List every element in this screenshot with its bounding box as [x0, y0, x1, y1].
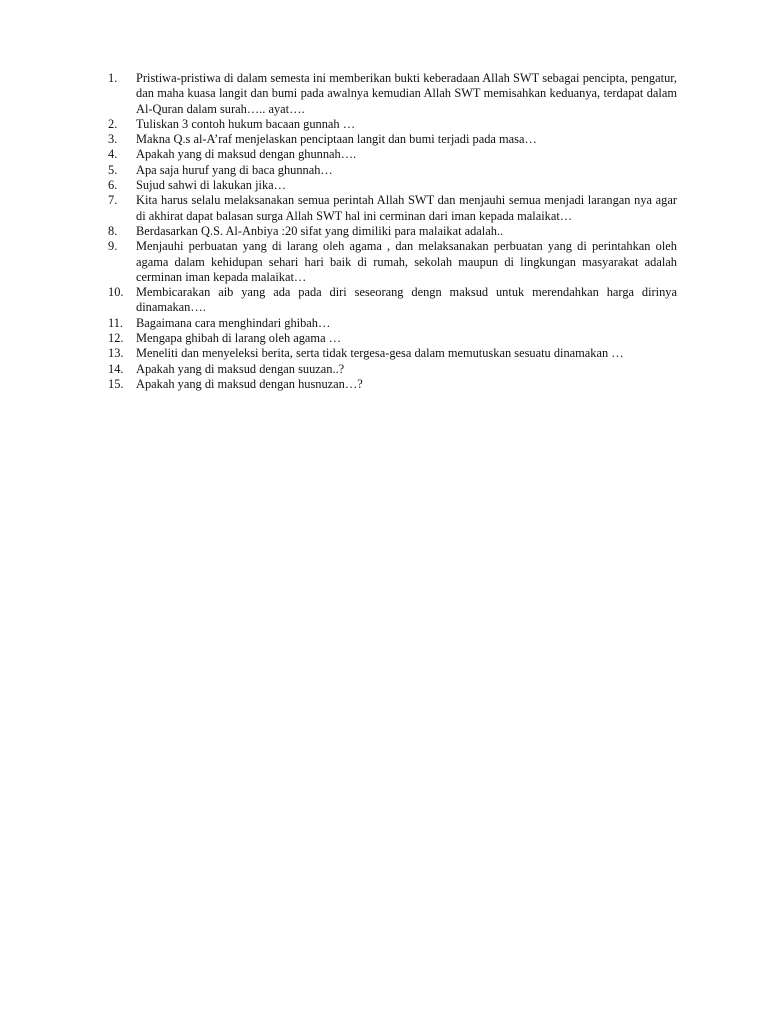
question-number: 12. [108, 331, 124, 346]
question-number: 5. [108, 162, 118, 177]
question-number: 6. [108, 178, 118, 193]
question-item-4 [108, 147, 677, 162]
question-text: Makna Q.s al-A’raf menjelaskan penciptaan langit dan bumi terjadi pada masa… [136, 132, 537, 147]
question-item-12 [108, 331, 677, 346]
question-text: Mengapa ghibah di larang oleh agama … [136, 331, 342, 346]
question-list [108, 71, 677, 392]
question-item-9 [108, 239, 677, 285]
question-number: 10. [108, 285, 124, 300]
question-item-15 [108, 377, 677, 392]
question-number: 8. [108, 223, 118, 238]
question-text: Berdasarkan Q.S. Al-Anbiya :20 sifat yang dimiliki para malaikat adalah.. [136, 223, 504, 238]
question-item-6 [108, 178, 677, 193]
question-text: Pristiwa-pristiwa di dalam semesta ini memberikan bukti keberadaan Allah SWT sebagai pencipta, pengatur, dan maha kuasa langit dan bumi pada awalnya kemudian Allah SWT memisahkan keduanya, terdapat dalam Al-Quran dalam surah….. ayat…. [136, 71, 677, 116]
question-text: Apa saja huruf yang di baca ghunnah… [136, 162, 333, 177]
question-item-11 [108, 316, 677, 331]
question-item-13 [108, 346, 677, 361]
question-item-7 [108, 193, 677, 224]
question-text: Kita harus selalu melaksanakan semua perintah Allah SWT dan menjauhi semua menjadi larangan nya agar di akhirat dapat balasan surga Allah SWT hal ini cerminan dari iman kepada malaikat… [136, 193, 677, 223]
question-number: 14. [108, 361, 124, 376]
question-text: Sujud sahwi di lakukan jika… [136, 178, 287, 193]
question-item-1 [108, 71, 677, 117]
question-number: 9. [108, 239, 118, 254]
question-text: Menjauhi perbuatan yang di larang oleh agama , dan melaksanakan perbuatan yang di perintahkan oleh agama dalam kehidupan sehari hari baik di rumah, sekolah maupun di lingkungan masyarakat adalah cerminan iman kepada malaikat… [136, 239, 677, 284]
question-number: 4. [108, 147, 118, 162]
question-text: Bagaimana cara menghindari ghibah… [136, 315, 331, 330]
question-number: 1. [108, 71, 118, 85]
question-item-8 [108, 224, 677, 239]
question-number: 2. [108, 116, 118, 131]
question-number: 3. [108, 132, 118, 147]
question-item-2 [108, 117, 677, 132]
question-text: Apakah yang di maksud dengan suuzan..? [136, 361, 345, 376]
question-text: Membicarakan aib yang ada pada diri seseorang dengn maksud untuk merendahkan harga dirinya dinamakan…. [136, 285, 677, 315]
question-text: Meneliti dan menyeleksi berita, serta tidak tergesa-gesa dalam memutuskan sesuatu dinamakan … [136, 346, 624, 361]
question-text: Tuliskan 3 contoh hukum bacaan gunnah … [136, 116, 356, 131]
question-number: 15. [108, 376, 124, 391]
question-item-5 [108, 163, 677, 178]
question-text: Apakah yang di maksud dengan ghunnah…. [136, 147, 357, 162]
question-text: Apakah yang di maksud dengan husnuzan…? [136, 376, 363, 391]
question-number: 7. [108, 193, 118, 208]
question-number: 11. [108, 315, 124, 330]
question-item-3 [108, 132, 677, 147]
question-number: 13. [108, 346, 124, 361]
question-item-14 [108, 362, 677, 377]
question-item-10 [108, 285, 677, 316]
